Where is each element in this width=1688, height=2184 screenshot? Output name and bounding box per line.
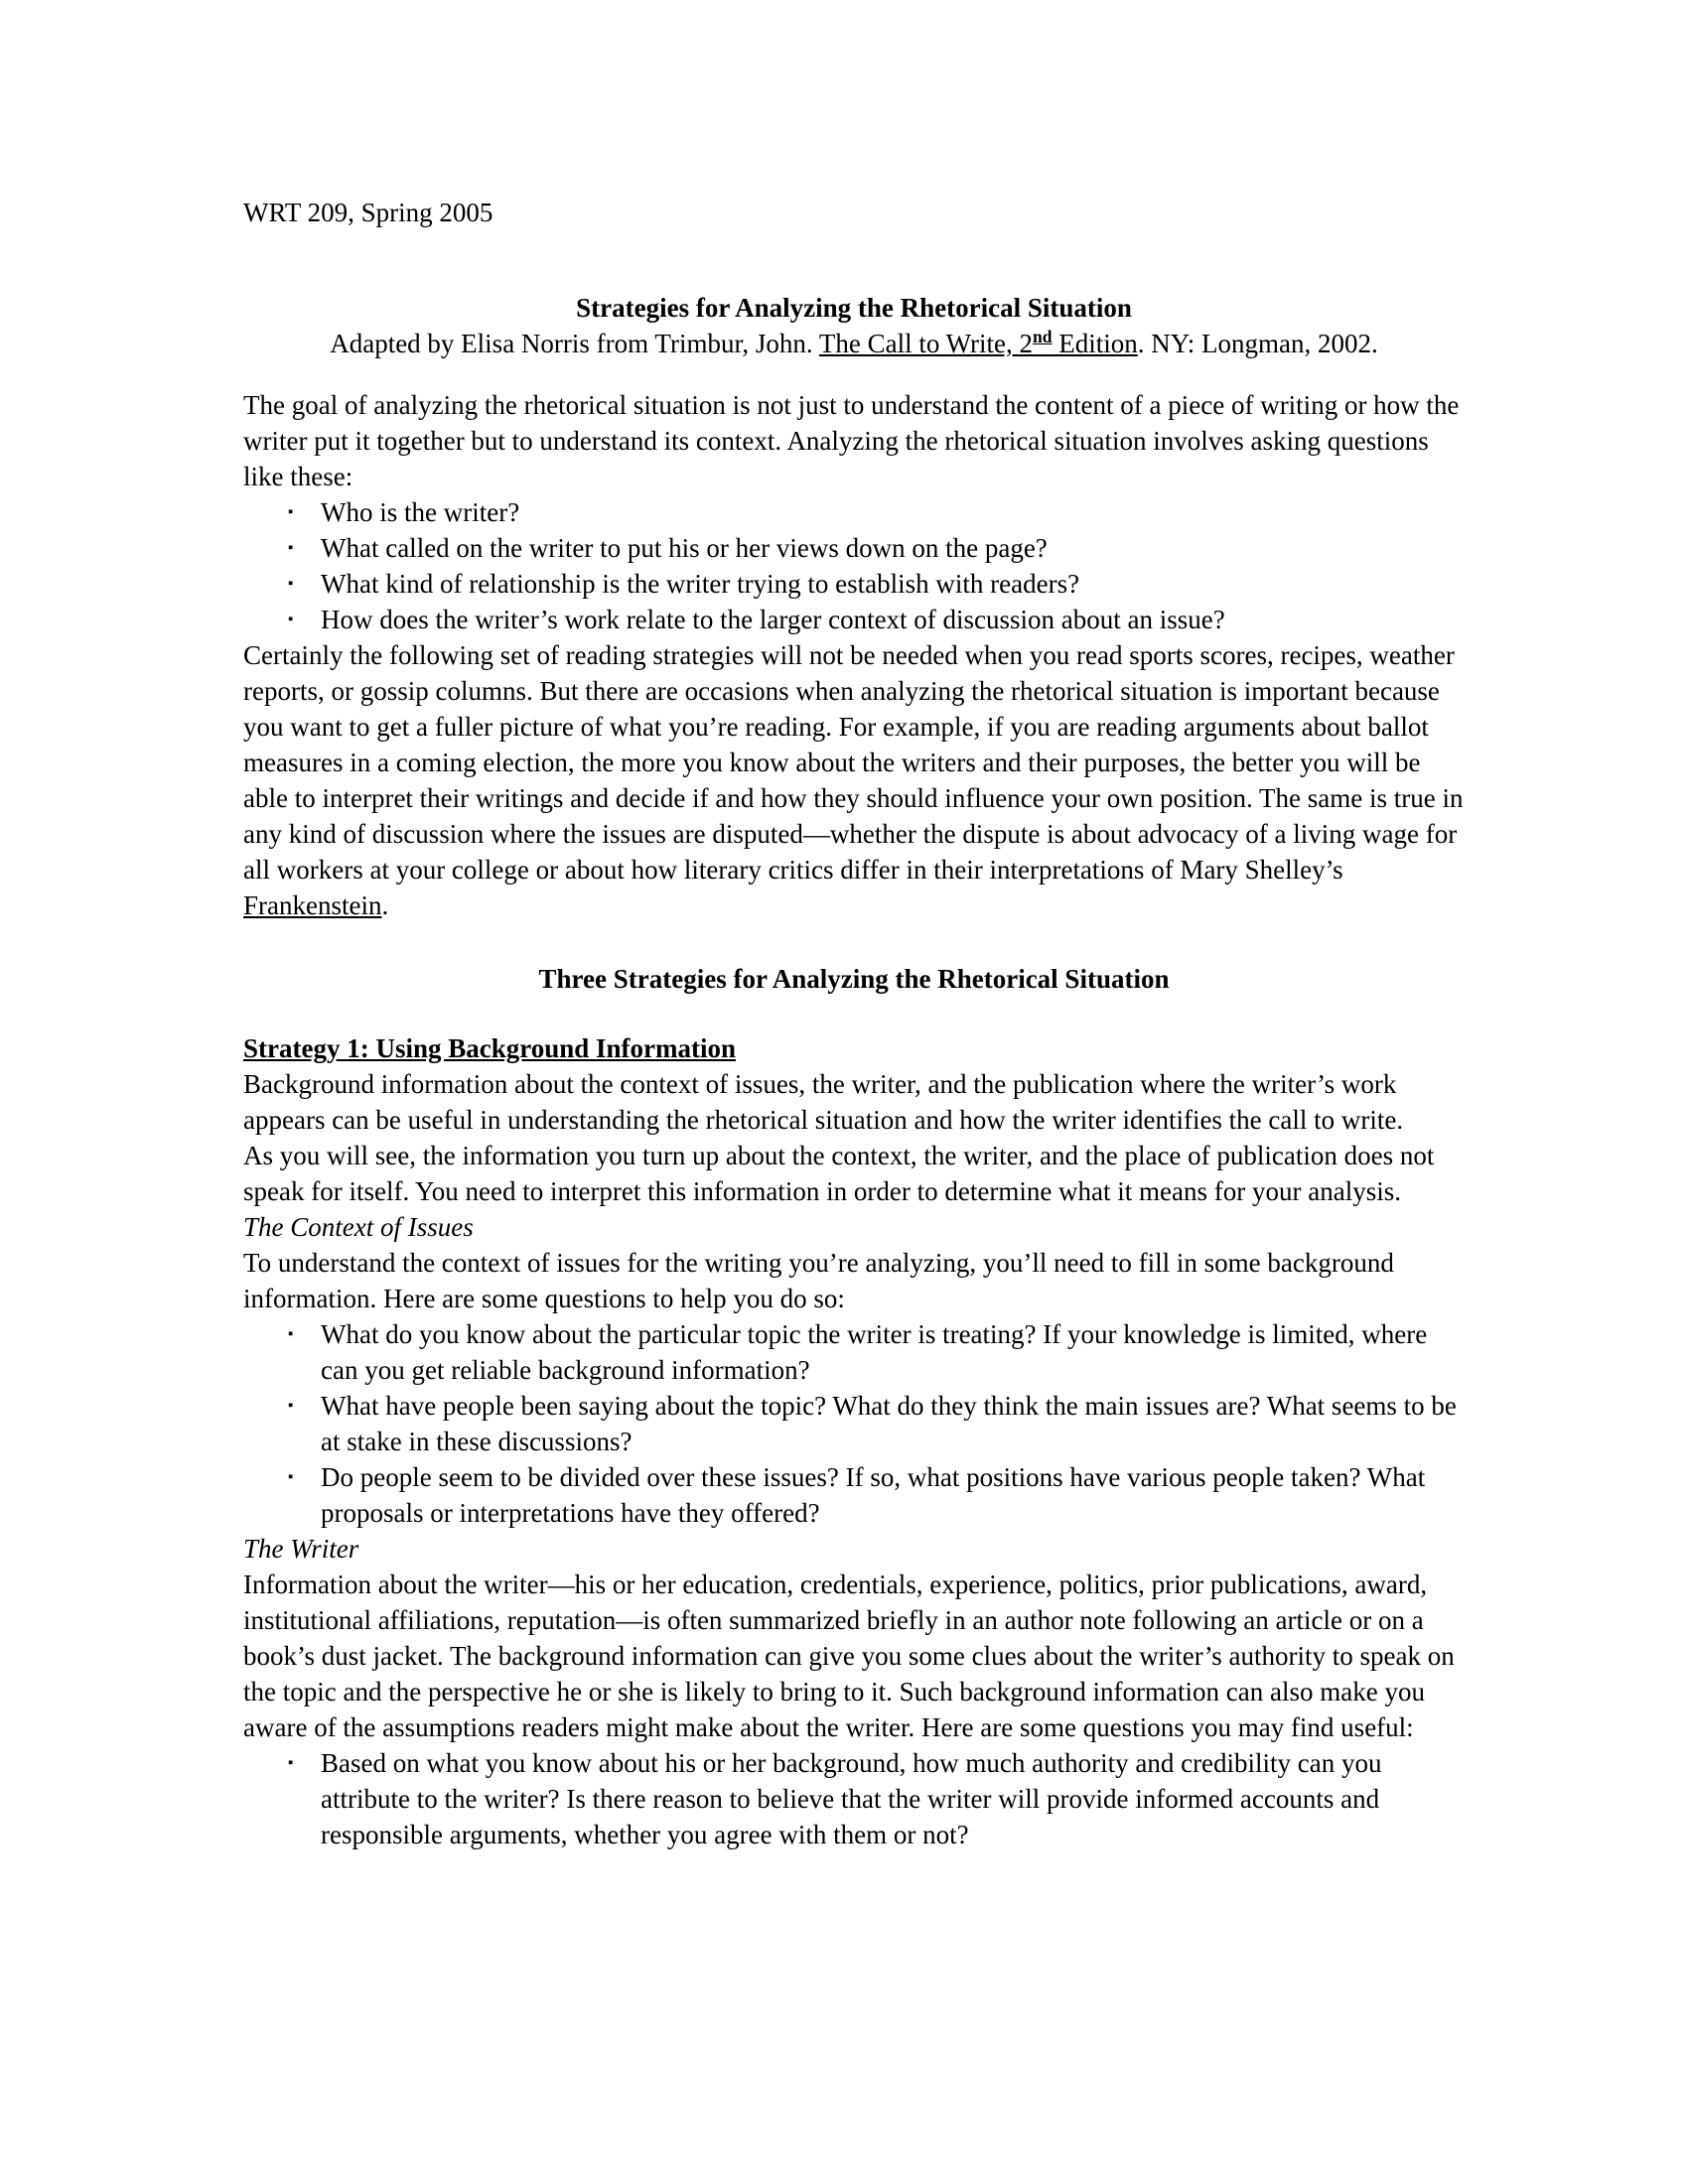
bullet-text: What do you know about the particular topic the writer is treating? If your knowledge is limited, where can you get reliable background information? (321, 1319, 1428, 1385)
square-bullet-icon: ▪ (288, 1755, 294, 1771)
list-item (243, 530, 1465, 566)
section-heading: Three Strategies for Analyzing the Rhetorical Situation (538, 964, 1170, 994)
list-item (243, 494, 1465, 530)
the-writer-heading: The Writer (243, 1534, 359, 1564)
bullet-text: What kind of relationship is the writer trying to establish with readers? (321, 569, 1080, 599)
byline (243, 326, 1465, 361)
square-bullet-icon: ▪ (288, 576, 294, 592)
strategy1-paragraph-2: As you will see, the information you turn up about the context, the writer, and the place of publication does not speak for itself. You need to interpret this information in order to determine what it means for your analysis. (243, 1141, 1435, 1206)
certainly-paragraph (243, 637, 1465, 923)
square-bullet-icon: ▪ (288, 1469, 294, 1485)
bullet-text: What called on the writer to put his or her views down on the page? (321, 533, 1048, 563)
list-item (243, 1745, 1465, 1852)
context-of-issues-intro: To understand the context of issues for the writing you’re analyzing, you’ll need to fill in some background information. Here are some questions to help you do so: (243, 1248, 1394, 1313)
bullet-text: Based on what you know about his or her background, how much authority and credibility can you attribute to the writer? Is there reason to believe that the writer will provide informed accounts and responsible arguments, whether you agree with them or not? (321, 1748, 1382, 1849)
square-bullet-icon: ▪ (288, 612, 294, 627)
paragraph-text: . (381, 890, 389, 920)
strategy1-heading: Strategy 1: Using Background Information (243, 1033, 737, 1063)
cited-work-ordinal-suffix: nd (1033, 327, 1053, 346)
square-bullet-icon: ▪ (288, 1326, 294, 1342)
byline-prefix: Adapted by Elisa Norris from Trimbur, John. (330, 329, 819, 358)
list-item (243, 1459, 1465, 1531)
bullet-text: How does the writer’s work relate to the larger context of discussion about an issue? (321, 605, 1225, 634)
list-item (243, 602, 1465, 637)
paragraph-text: Certainly the following set of reading strategies will not be needed when you read sports scores, recipes, weather reports, or gossip columns. But there are occasions when analyzing the rhetorical situation is important because you want to get a fuller picture of what you’re reading. For example, if you are reading arguments about ballot measures in a coming election, the more you know about the writers and their purposes, the better you will be able to interpret their writings and decide if and how they should influence your own position. The same is true in any kind of discussion where the issues are disputed—whether the dispute is about advocacy of a living wage for all workers at your college or about how literary critics differ in their interpretations of Mary Shelley’s (243, 640, 1464, 885)
the-writer-intro: Information about the writer—his or her education, credentials, experience, politics, prior publications, award, institutional affiliations, reputation—is often summarized briefly in an author note following an article or on a book’s dust jacket. The background information can give you some clues about the writer’s authority to speak on the topic and the perspective he or she is likely to bring to it. Such background information can also make you aware of the assumptions readers might make about the writer. Here are some questions you may find useful: (243, 1570, 1455, 1742)
cited-work-frankenstein: Frankenstein (243, 890, 382, 920)
square-bullet-icon: ▪ (288, 540, 294, 556)
context-of-issues-heading: The Context of Issues (243, 1212, 474, 1242)
intro-bullet-list (243, 494, 1465, 637)
page-title: Strategies for Analyzing the Rhetorical Situation (576, 293, 1132, 323)
course-header: WRT 209, Spring 2005 (243, 198, 493, 227)
list-item (243, 566, 1465, 602)
square-bullet-icon: ▪ (288, 1398, 294, 1414)
cited-work (819, 329, 1138, 358)
bullet-text: Do people seem to be divided over these issues? If so, what positions have various people taken? What proposals or interpretations have they offered? (321, 1462, 1426, 1528)
intro-paragraph: The goal of analyzing the rhetorical situation is not just to understand the content of a piece of writing or how the writer put it together but to understand its context. Analyzing the rhetorical situation involves asking questions like these: (243, 390, 1460, 491)
list-item (243, 1316, 1465, 1388)
list-item (243, 1388, 1465, 1459)
cited-work-main: The Call to Write, 2 (818, 329, 1034, 358)
context-of-issues-bullet-list (243, 1316, 1465, 1531)
bullet-text: What have people been saying about the topic? What do they think the main issues are? What seems to be at stake in these discussions? (321, 1391, 1457, 1456)
square-bullet-icon: ▪ (288, 504, 294, 520)
cited-work-rest: Edition (1052, 329, 1138, 358)
the-writer-bullet-list (243, 1745, 1465, 1852)
byline-suffix: . NY: Longman, 2002. (1137, 329, 1378, 358)
strategy1-paragraph-1: Background information about the context of issues, the writer, and the publication where the writer’s work appears can be useful in understanding the rhetorical situation and how the writer identifies the call to write. (243, 1069, 1404, 1135)
bullet-text: Who is the writer? (321, 497, 520, 527)
